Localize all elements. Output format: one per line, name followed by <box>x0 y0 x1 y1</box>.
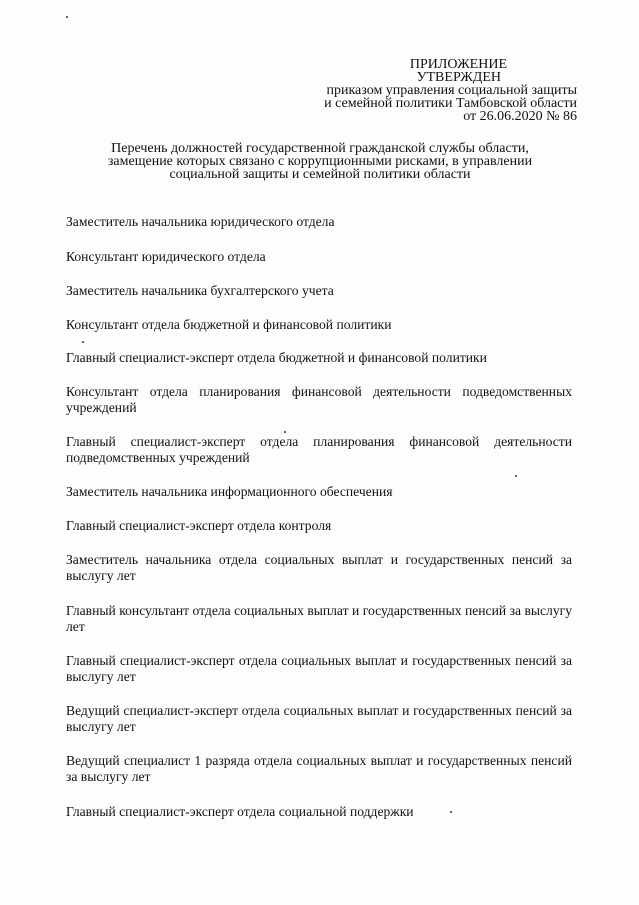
position-item: Заместитель начальника отдела социальных выплат и государственных пенсий за выслугу лет <box>66 552 572 583</box>
position-item: Ведущий специалист-эксперт отдела социальных выплат и государственных пенсий за выслугу лет <box>66 703 572 734</box>
scan-speck <box>82 341 84 343</box>
scan-speck <box>450 811 452 813</box>
approval-header <box>277 58 577 123</box>
position-item: Консультант отдела бюджетной и финансовой политики <box>66 317 392 332</box>
approval-line-2: и семейной политики Тамбовской области <box>324 96 577 111</box>
position-item: Главный специалист-эксперт отдела бюджетной и финансовой политики <box>66 350 487 365</box>
position-item: Заместитель начальника информационного обеспечения <box>66 484 393 499</box>
position-item: Заместитель начальника бухгалтерского учета <box>66 283 334 298</box>
approval-line-1: приказом управления социальной защиты <box>326 83 577 98</box>
position-item: Консультант отдела планирования финансовой деятельности подведомственных учреждений <box>66 384 572 415</box>
document-title <box>70 142 570 181</box>
position-item: Главный специалист-эксперт отдела социальных выплат и государственных пенсий за выслугу лет <box>66 653 572 684</box>
approved-label: УТВЕРЖДЕН <box>416 70 501 85</box>
title-line-3: социальной защиты и семейной политики области <box>169 167 471 182</box>
position-item: Главный специалист-эксперт отдела социальной поддержки <box>66 804 414 819</box>
position-item: Консультант юридического отдела <box>66 249 266 264</box>
title-line-1: Перечень должностей государственной гражданской службы области, <box>111 141 529 156</box>
position-item: Главный специалист-эксперт отдела планирования финансовой деятельности подведомственных учреждений <box>66 434 572 465</box>
scan-speck <box>515 475 517 477</box>
position-item: Главный специалист-эксперт отдела контроля <box>66 518 332 533</box>
position-item: Ведущий специалист 1 разряда отдела социальных выплат и государственных пенсий за выслугу лет <box>66 753 572 784</box>
position-item: Заместитель начальника юридического отдела <box>66 214 335 229</box>
appendix-label: ПРИЛОЖЕНИЕ <box>409 57 507 72</box>
position-item: Главный консультант отдела социальных выплат и государственных пенсий за выслугу лет <box>66 603 572 634</box>
scan-speck <box>284 431 286 433</box>
approval-date: от 26.06.2020 № 86 <box>463 109 577 124</box>
scan-speck <box>66 16 68 18</box>
title-line-2: замещение которых связано с коррупционными рисками, в управлении <box>107 154 533 169</box>
